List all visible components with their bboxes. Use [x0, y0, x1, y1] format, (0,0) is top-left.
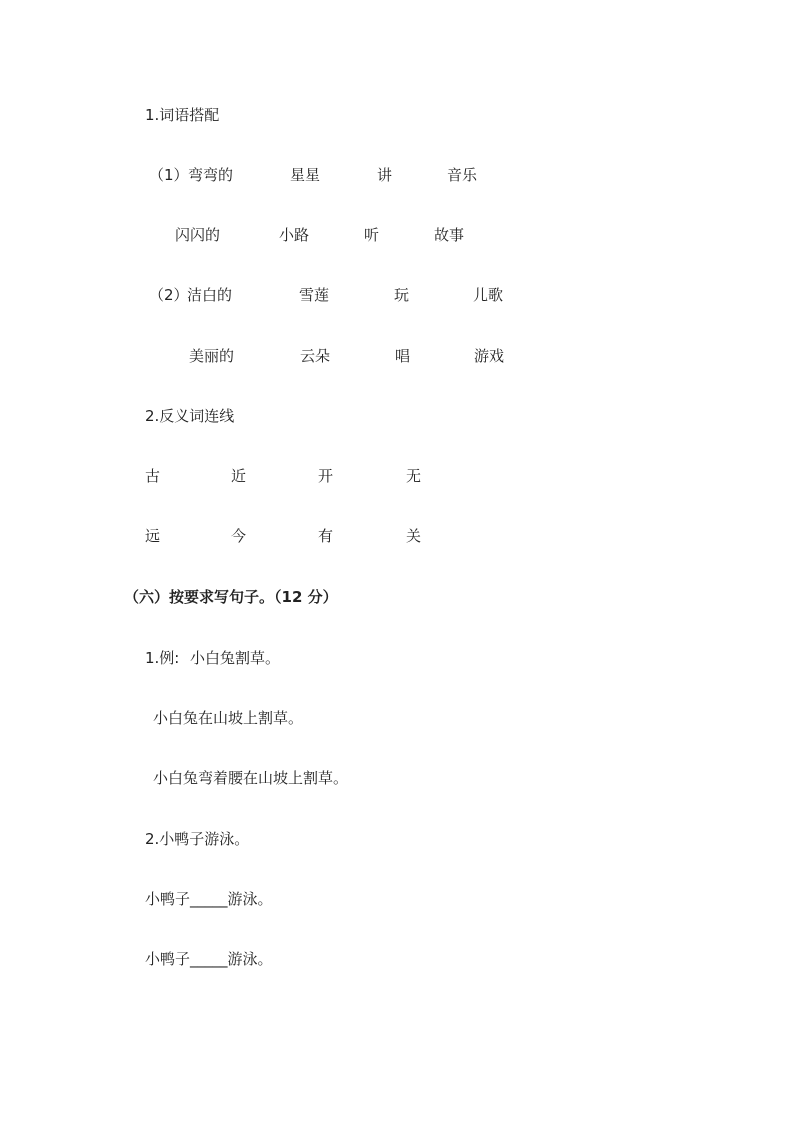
- word-item: 儿歌: [473, 286, 504, 304]
- word-item: 音乐: [447, 166, 478, 184]
- part-1-label: （1）: [149, 166, 189, 184]
- question-prompt: 2.小鸭子游泳。: [145, 830, 250, 848]
- word-item: 玩: [394, 286, 410, 304]
- question-1-title: 1.词语搭配: [145, 106, 220, 124]
- word-item: 小路: [279, 226, 310, 244]
- word-item: 闪闪的: [175, 226, 221, 244]
- example-sentence: 小白兔割草。: [190, 649, 281, 667]
- word-item: 洁白的: [187, 286, 233, 304]
- antonym-item: 有: [318, 527, 334, 545]
- fill-blank-sentence: 小鸭子_____游泳。: [145, 890, 273, 908]
- word-item: 云朵: [300, 347, 331, 365]
- question-2-title: 2.反义词连线: [145, 407, 235, 425]
- word-item: 弯弯的: [188, 166, 234, 184]
- antonym-item: 无: [406, 467, 422, 485]
- word-item: 故事: [434, 226, 465, 244]
- fill-blank-sentence: 小鸭子_____游泳。: [145, 950, 273, 968]
- antonym-item: 今: [231, 527, 247, 545]
- example-sentence: 小白兔在山坡上割草。: [153, 709, 304, 727]
- antonym-item: 古: [145, 467, 161, 485]
- part-2-label: （2）: [149, 286, 189, 304]
- word-item: 美丽的: [189, 347, 235, 365]
- antonym-item: 开: [318, 467, 334, 485]
- word-item: 讲: [377, 166, 393, 184]
- word-item: 雪莲: [299, 286, 330, 304]
- word-item: 星星: [290, 166, 321, 184]
- example-label: 1.例:: [145, 649, 180, 667]
- antonym-item: 近: [231, 467, 247, 485]
- example-sentence: 小白兔弯着腰在山坡上割草。: [153, 769, 349, 787]
- word-item: 游戏: [474, 347, 505, 365]
- section-6-heading: （六）按要求写句子。（12 分）: [124, 588, 338, 606]
- antonym-item: 远: [145, 527, 161, 545]
- word-item: 唱: [395, 347, 411, 365]
- word-item: 听: [364, 226, 380, 244]
- antonym-item: 关: [406, 527, 422, 545]
